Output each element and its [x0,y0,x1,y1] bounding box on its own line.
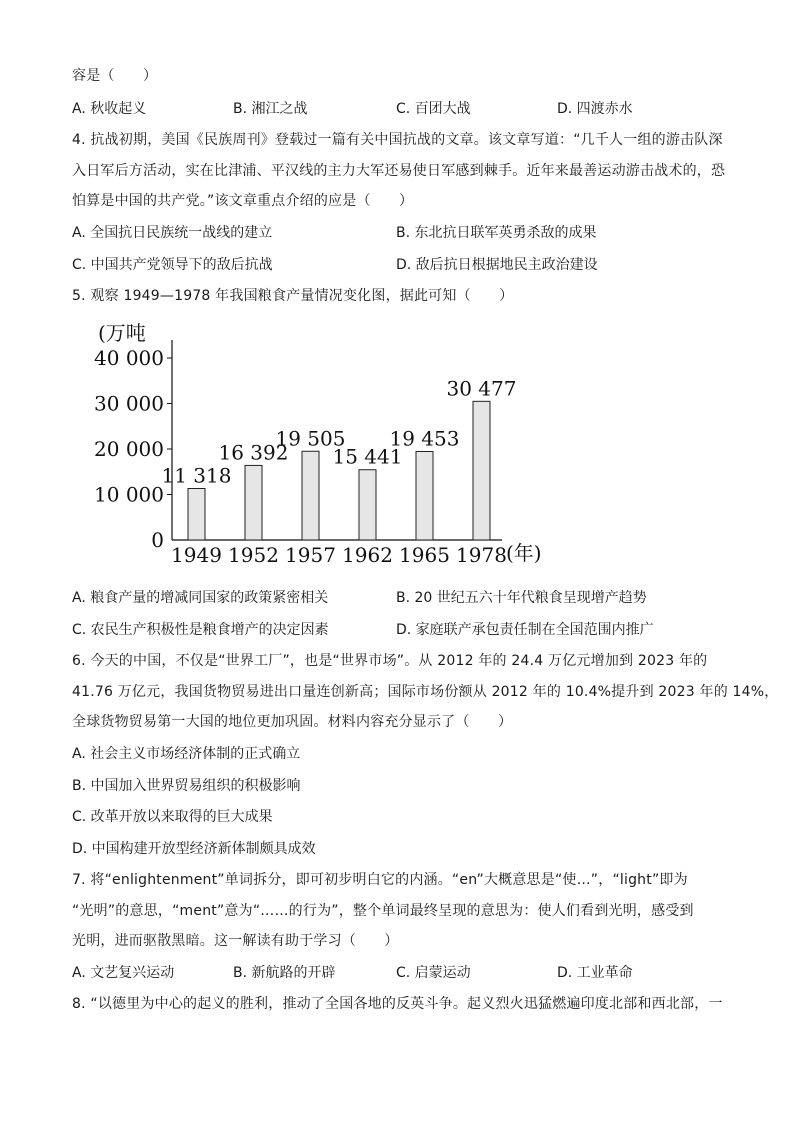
y-tick-label-2: 20 000 [94,437,164,461]
q7-option-c[interactable]: C. 启蒙运动 [396,965,471,981]
q5-option-b[interactable]: B. 20 世纪五六十年代粮食呈现增产趋势 [396,590,647,606]
q5-option-a[interactable]: A. 粮食产量的增减同国家的政策紧密相关 [72,590,329,606]
bar-1965 [416,451,433,540]
q4-stem-line-1: 4. 抗战初期，美国《民族周刊》登载过一篇有关中国抗战的文章。该文章写道：“几千人一组的游击队深 [72,132,723,148]
q4-option-a[interactable]: A. 全国抗日民族统一战线的建立 [72,225,273,241]
bar-1978 [473,401,490,540]
y-tick-label-3: 30 000 [94,391,164,416]
q6-stem-line-1: 6. 今天的中国，不仅是“世界工厂”，也是“世界市场”。从 2012 年的 24.4 万亿元增加到 2023 年的 [72,653,708,669]
q6-option-a[interactable]: A. 社会主义市场经济体制的正式确立 [72,746,301,762]
q4-option-c[interactable]: C. 中国共产党领导下的敌后抗战 [72,257,273,273]
q3-option-b[interactable]: B. 湘江之战 [233,101,308,117]
q7-option-b[interactable]: B. 新航路的开辟 [233,965,336,981]
x-tick-label-1952: 1952 [228,543,279,567]
bar-1957 [302,451,319,540]
bar-1952 [245,465,262,540]
q7-option-d[interactable]: D. 工业革命 [557,965,633,981]
q3-option-a[interactable]: A. 秋收起义 [72,101,147,117]
grain-output-bar-chart [90,318,550,580]
q7-stem-line-1: 7. 将“enlightenment”单词拆分，即可初步明白它的内涵。“en”大概意思是“使…”，“light”即为 [72,872,688,888]
bar-1949 [188,489,205,540]
x-tick-label-1957: 1957 [285,543,336,567]
q3-stem-tail: 容是（ ） [72,68,158,84]
q6-option-d[interactable]: D. 中国构建开放型经济新体制颇具成效 [72,841,316,857]
q5-option-c[interactable]: C. 农民生产积极性是粮食增产的决定因素 [72,622,329,638]
x-tick-label-1949: 1949 [171,543,222,567]
y-tick-label-0: 0 [151,528,164,552]
q6-stem-line-3: 全球货物贸易第一大国的地位更加巩固。材料内容充分显示了（ ） [72,714,513,730]
q8-stem-line-1: 8. “以德里为中心的起义的胜利，推动了全国各地的反英斗争。起义烈火迅猛燃遍印度北部和西北部，一 [72,996,723,1012]
y-axis-label: (万吨 [98,321,146,345]
bar-value-label-1952: 16 392 [218,440,289,465]
q4-stem-line-2: 入日军后方活动，实在比津浦、平汉线的主力大军还易使日军感到棘手。近年来最善运动游击战术的，恐 [72,163,726,179]
q6-option-b[interactable]: B. 中国加入世界贸易组织的积极影响 [72,778,301,794]
x-tick-label-1965: 1965 [399,543,450,567]
q5-stem: 5. 观察 1949—1978 年我国粮食产量情况变化图，据此可知（ ） [72,288,514,304]
q6-stem-line-2: 41.76 万亿元，我国货物贸易进出口量连创新高；国际市场份额从 2012 年的 10.4%提升到 2023 年的 14%， [72,684,779,700]
q4-option-b[interactable]: B. 东北抗日联军英勇杀敌的成果 [396,225,597,241]
x-tick-label-1978: 1978 [456,543,507,567]
bar-1962 [359,470,376,540]
q7-option-a[interactable]: A. 文艺复兴运动 [72,965,175,981]
q3-option-c[interactable]: C. 百团大战 [396,101,471,117]
bar-value-label-1949: 11 318 [161,463,232,488]
bar-value-label-1978: 30 477 [446,376,517,401]
bar-value-label-1962: 15 441 [332,444,403,469]
bar-value-label-1957: 19 505 [275,426,346,451]
bar-value-label-1965: 19 453 [389,426,460,451]
q3-option-d[interactable]: D. 四渡赤水 [557,101,633,117]
q6-option-c[interactable]: C. 改革开放以来取得的巨大成果 [72,809,273,825]
q4-option-d[interactable]: D. 敌后抗日根据地民主政治建设 [396,257,598,273]
q5-option-d[interactable]: D. 家庭联产承包责任制在全国范围内推广 [396,622,654,638]
q7-stem-line-3: 光明，进而驱散黑暗。这一解读有助于学习（ ） [72,933,399,949]
q7-stem-line-2: “光明”的意思，“ment”意为“……的行为”，整个单词最终呈现的意思为：使人们看到光明，感受到 [72,903,694,919]
x-axis-label: (年) [506,541,542,565]
y-tick-label-1: 10 000 [94,482,164,507]
q4-stem-line-3: 怕算是中国的共产党。”该文章重点介绍的应是（ ） [72,193,414,209]
x-tick-label-1962: 1962 [342,543,393,567]
y-tick-label-4: 40 000 [94,346,164,370]
